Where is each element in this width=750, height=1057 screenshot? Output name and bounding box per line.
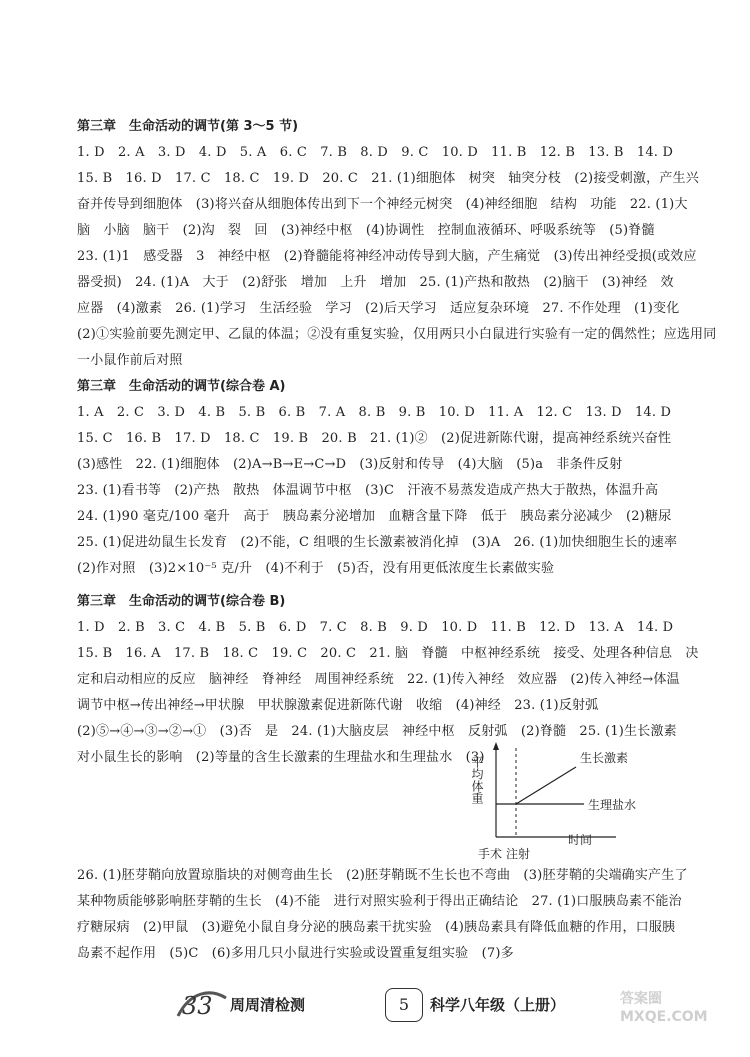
page-number: 5 [385,988,423,1022]
answer-line: 1. D 2. A 3. D 4. D 5. A 6. C 7. B 8. D 9. C 10. D 11. B 12. B 13. B 14. D [77,145,674,160]
svg-text:33: 33 [182,992,213,1020]
answer-line: 应器 (4)激素 26. (1)学习 生活经验 学习 (2)后天学习 适应复杂环境 27. 不作处理 (1)变化 [77,301,680,316]
answer-line: 奋并传导到细胞体 (3)将兴奋从细胞体传出到下一个神经元树突 (4)神经细胞 结构 功能 22. (1)大 [77,197,688,212]
series-growth-hormone [516,767,576,804]
annotation-surgery: 手术 [478,847,503,861]
answer-line: 器受损) 24. (1)A 大于 (2)舒张 增加 上升 增加 25. (1)产热和散热 (2)脑干 (3)神经 效 [77,275,674,290]
answer-line: 15. B 16. D 17. C 18. C 19. D 20. C 21. (1)细胞体 树突 轴突分枝 (2)接受刺激，产生兴 [77,171,699,186]
answer-line: 23. (1)看书等 (2)产热 散热 体温调节中枢 (3)C 汗液不易蒸发造成产热大于散热，体温升高 [77,483,659,498]
answer-line: 1. A 2. C 3. D 4. B 5. B 6. B 7. A 8. B 9. B 10. D 11. A 12. C 13. D 14. D [77,405,672,420]
answer-line: 疗糖尿病 (2)甲鼠 (3)避免小鼠自身分泌的胰岛素干扰实验 (4)胰岛素具有降低血糖的作用，口服胰 [77,920,676,935]
answer-line: 一小鼠作前后对照 [77,353,183,368]
page-footer [170,980,590,1030]
y-axis-arrow [493,742,499,750]
y-label: 平均体重 [470,756,484,804]
footer-left-title: 周周清检测 [230,996,306,1014]
growth-chart [470,742,637,861]
answer-line: 24. (1)90 毫克/100 毫升 高于 胰岛素分泌增加 血糖含量下降 低于 胰岛素分泌减少 (2)糖尿 [77,509,672,524]
legend-saline: 生理盐水 [588,798,637,812]
answer-line: 15. B 16. A 17. B 18. C 19. C 20. C 21. 脑 脊髓 中枢神经系统 接受、处理各种信息 决 [77,646,699,661]
answer-line: (2)作对照 (3)2×10⁻⁵ 克/升 (4)不利于 (5)否，没有用更低浓度生长素做实验 [77,561,555,576]
x-label: 时间 [568,833,593,847]
section-2 [77,374,677,582]
answer-line: 调节中枢→传出神经→甲状腺 甲状腺激素促进新陈代谢 收缩 (4)神经 23. (1)反射弧 [77,698,599,713]
section-3-title: 第三章 生命活动的调节(综合卷 B) [77,594,286,609]
section-2-title: 第三章 生命活动的调节(综合卷 A) [77,379,286,394]
section-3-body-continued [77,863,688,967]
answer-line: 某种物质能够影响胚芽鞘的生长 (4)不能 进行对照实验利于得出正确结论 27. (1)口服胰岛素不能治 [77,894,682,909]
annotation-injection: 注射 [506,847,531,861]
answer-line: 岛素不起作用 (5)C (6)多用几只小鼠进行实验或设置重复组实验 (7)多 [77,946,514,961]
logo-icon [170,982,230,1026]
section-2-body [77,400,677,582]
answer-line: 25. (1)促进幼鼠生长发育 (2)不能，C 组喂的生长激素被消化掉 (3)A 26. (1)加快细胞生长的速率 [77,535,678,550]
answer-line: 23. (1)1 感受器 3 神经中枢 (2)脊髓能将神经冲动传导到大脑，产生痛觉 (3)传出神经受损(或效应 [77,249,697,264]
answer-line: (2)①实验前要先测定甲、乙鼠的体温；②没有重复实验，仅用两只小白鼠进行实验有一定的偶然性；应选用同 [77,327,717,342]
section-1-body [77,140,717,374]
answer-line: 15. C 16. B 17. D 18. C 19. B 20. B 21. (1)② (2)促进新陈代谢，提高神经系统兴奋性 [77,431,672,446]
watermark: 答案圈 MXQE.COM [620,991,708,1025]
footer-right-title: 科学八年级（上册） [430,996,566,1014]
section-1-title: 第三章 生命活动的调节(第 3～5 节) [77,119,299,134]
answer-line: (3)感性 22. (1)细胞体 (2)A→B→E→C→D (3)反射和传导 (4)大脑 (5)a 非条件反射 [77,457,623,472]
answer-line: 对小鼠生长的影响 (2)等量的含生长激素的生理盐水和生理盐水 (3) [77,750,485,765]
answer-line: 1. D 2. B 3. C 4. B 5. B 6. D 7. C 8. B 9. D 10. D 11. B 12. D 13. A 14. D [77,620,674,635]
legend-growth-hormone: 生长激素 [580,751,629,765]
answer-line: 定和启动相应的反应 脑神经 脊神经 周围神经系统 22. (1)传入神经 效应器 (2)传入神经→体温 [77,672,680,687]
answer-line: (2)⑤→④→③→②→① (3)否 是 24. (1)大脑皮层 神经中枢 反射弧 (2)脊髓 25. (1)生长激素 [77,724,677,739]
answer-line: 脑 小脑 脑干 (2)沟 裂 回 (3)神经中枢 (4)协调性 控制血液循环、呼吸系统等 (5)脊髓 [77,223,655,238]
answer-line: 26. (1)胚芽鞘向放置琼脂块的对侧弯曲生长 (2)胚芽鞘既不生长也不弯曲 (3)胚芽鞘的尖端确实产生了 [77,868,688,883]
section-3-continued [77,863,688,967]
section-1 [77,114,717,374]
